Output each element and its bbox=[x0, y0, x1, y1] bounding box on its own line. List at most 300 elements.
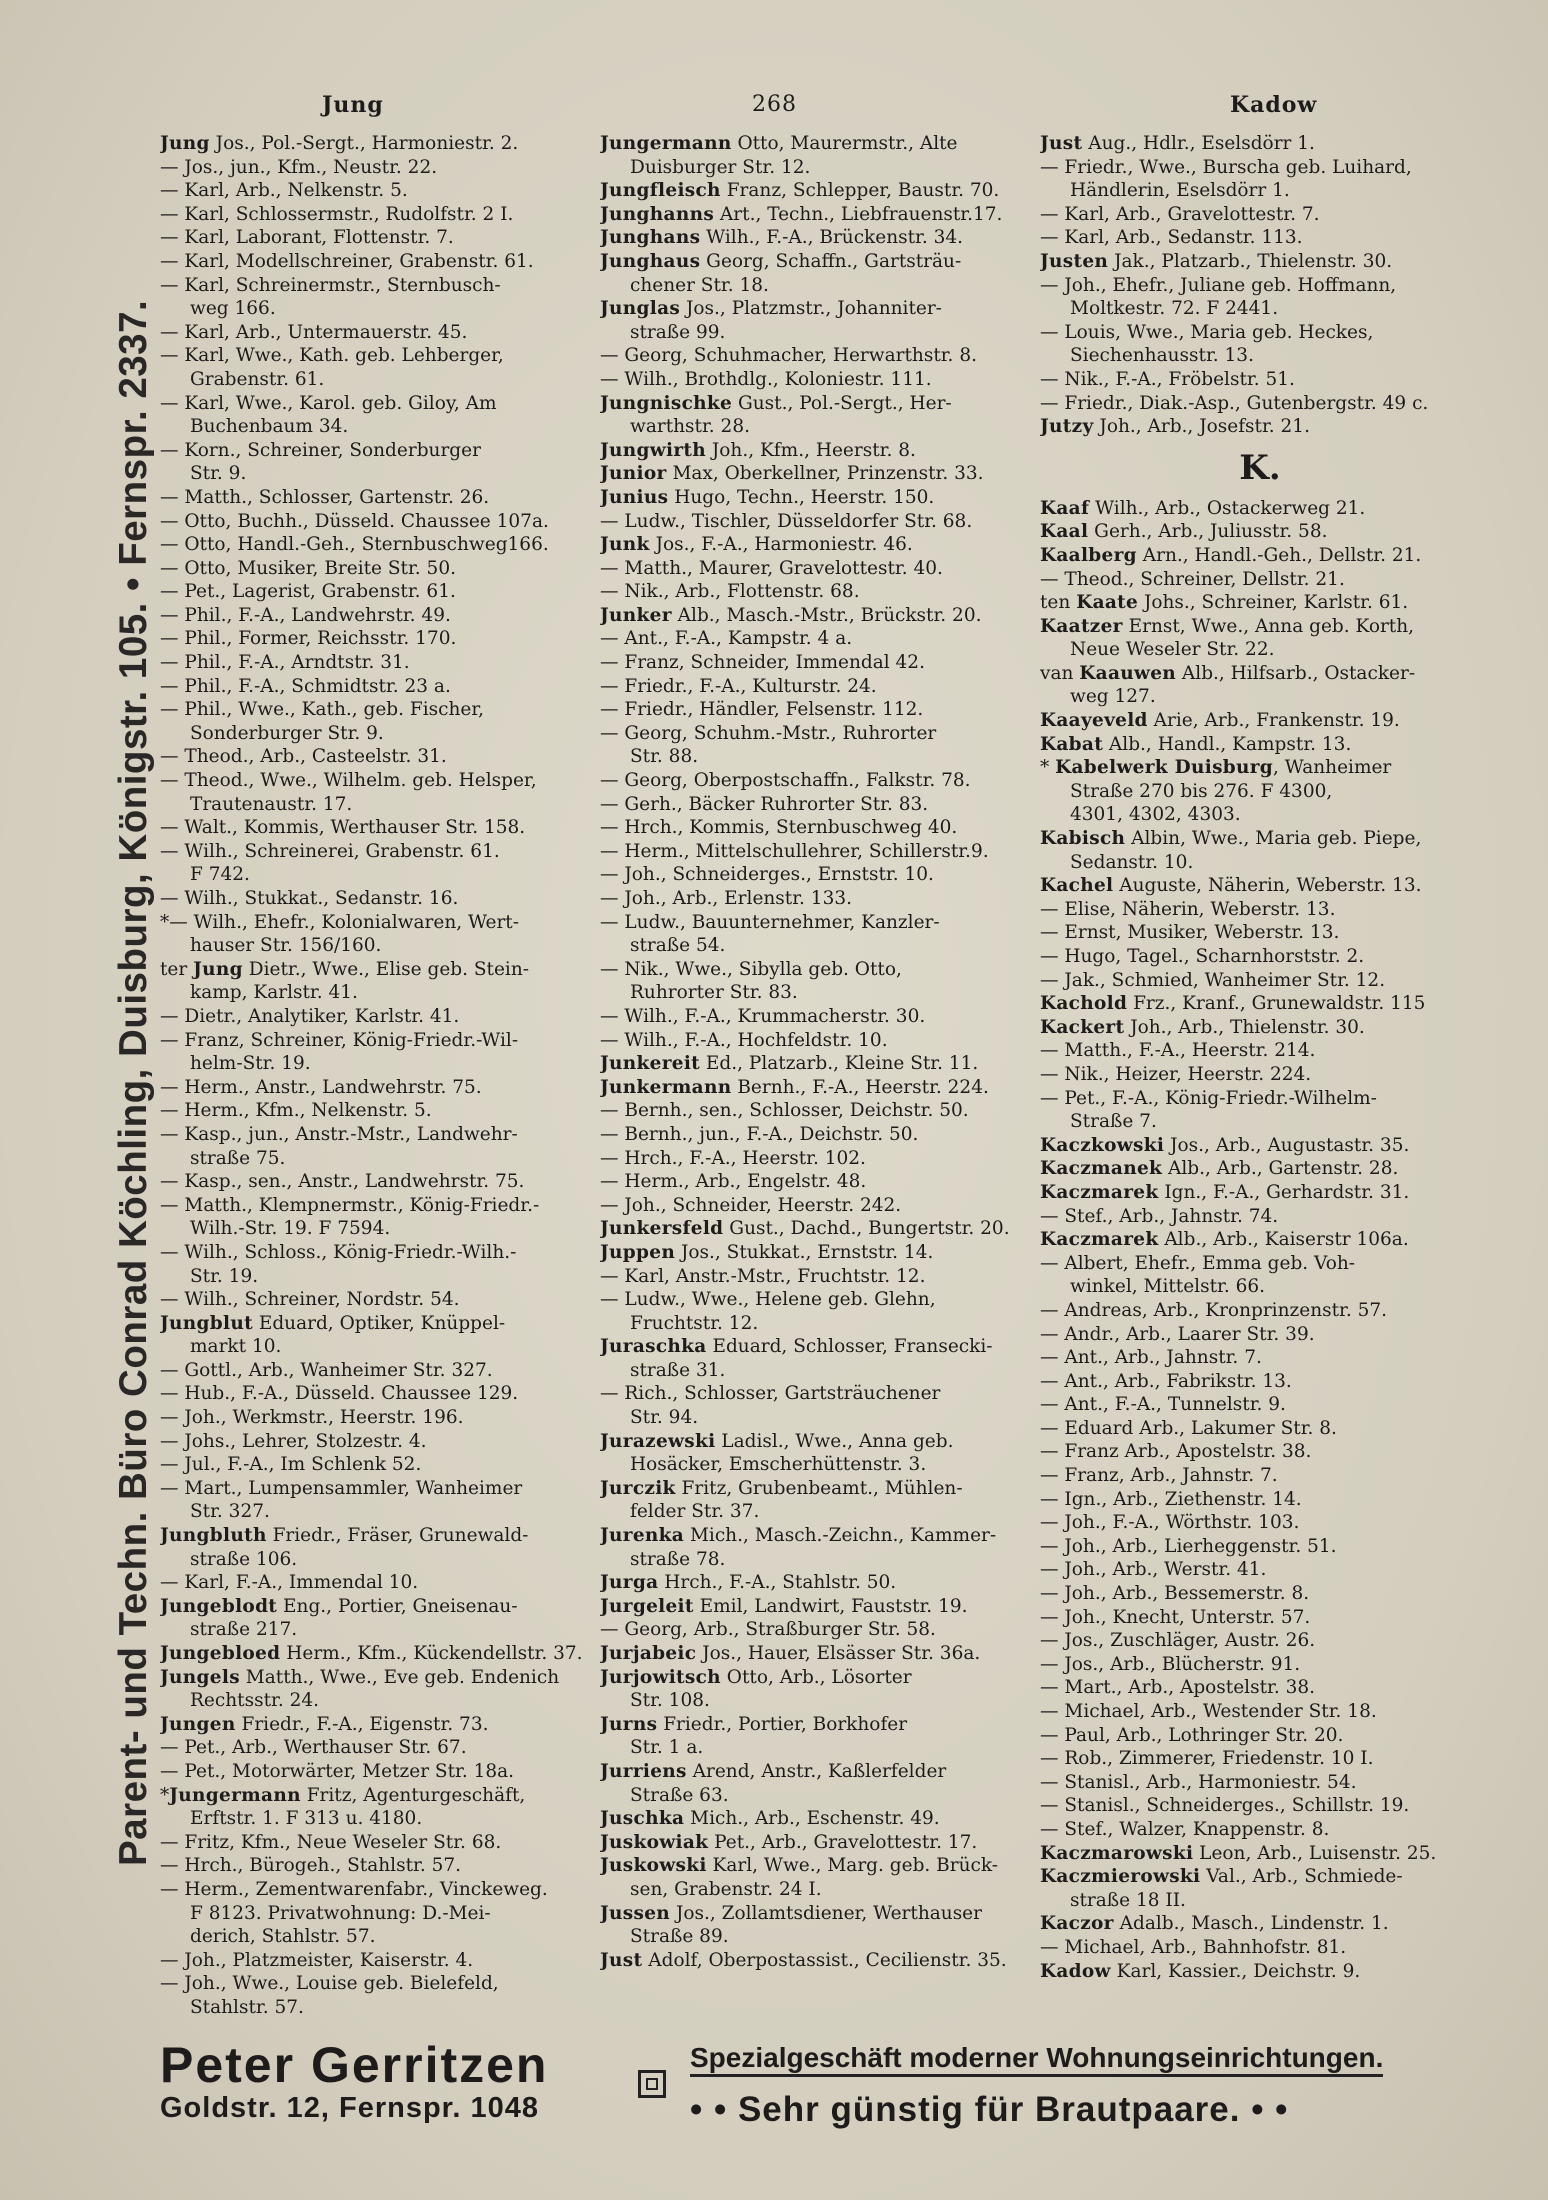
entry-details: Georg, Schaffn., Gartsträu- bbox=[700, 250, 962, 272]
surname: Jungermann bbox=[600, 133, 732, 154]
entry-line: — Joh., Schneider, Heerstr. 242. bbox=[600, 1194, 902, 1216]
entry-continuation: Neue Weseler Str. 22. bbox=[1070, 639, 1275, 661]
entry-line bbox=[600, 1335, 1032, 1359]
entry-line: — Theod., Wwe., Wilhelm. geb. Helsper, bbox=[160, 770, 537, 792]
entry-line: — Andreas, Arb., Kronprinzenstr. 57. bbox=[1040, 1299, 1388, 1321]
entry-line: — Friedr., Wwe., Burscha geb. Luihard, bbox=[1040, 156, 1412, 178]
entry-continuation: kamp, Karlstr. 41. bbox=[190, 982, 358, 1004]
entry-continuation: straße 18 II. bbox=[1070, 1889, 1186, 1911]
footer-advertisement bbox=[160, 2037, 1480, 2130]
entry-line bbox=[160, 1642, 592, 1666]
entry-line bbox=[1040, 1157, 1480, 1181]
entry-line: — Joh., Arb., Lierheggenstr. 51. bbox=[1040, 1535, 1337, 1557]
entry-line: — Georg, Arb., Straßburger Str. 58. bbox=[600, 1619, 936, 1641]
entry-line: — Gerh., Bäcker Ruhrorter Str. 83. bbox=[600, 793, 929, 815]
entry-continuation: derich, Stahlstr. 57. bbox=[190, 1926, 376, 1948]
surname: Juskowski bbox=[600, 1855, 707, 1877]
entry-line: — Phil., F.-A., Arndtstr. 31. bbox=[160, 652, 410, 674]
entry-continuation: Straße 270 bis 276. F 4300, bbox=[1070, 780, 1333, 802]
entry-details: Leon, Arb., Luisenstr. 25. bbox=[1193, 1842, 1437, 1864]
entry-line: — Elise, Näherin, Weberstr. 13. bbox=[1040, 898, 1336, 920]
surname: Kaczmanek bbox=[1040, 1158, 1163, 1180]
entry-line: — Joh., F.-A., Wörthstr. 103. bbox=[1040, 1512, 1300, 1534]
entry-line bbox=[1040, 497, 1480, 521]
entry-line: — Albert, Ehefr., Emma geb. Voh- bbox=[1040, 1252, 1356, 1274]
entry-line bbox=[160, 1312, 592, 1336]
entry-line: — Hub., F.-A., Düsseld. Chaussee 129. bbox=[160, 1383, 519, 1405]
entry-continuation: Rechtsstr. 24. bbox=[190, 1690, 320, 1712]
entry-details: Gust., Dachd., Bungertstr. 20. bbox=[723, 1218, 1010, 1240]
entry-continuation: 4301, 4302, 4303. bbox=[1070, 804, 1241, 826]
column-1 bbox=[160, 132, 592, 2020]
entry-line: — Phil., Former, Reichsstr. 170. bbox=[160, 628, 457, 650]
entry-line: — Michael, Arb., Bahnhofstr. 81. bbox=[1040, 1936, 1347, 1958]
surname: Kaate bbox=[1076, 592, 1139, 614]
entry-line: — Walt., Kommis, Werthauser Str. 158. bbox=[160, 817, 526, 839]
surname: Kaal bbox=[1040, 521, 1089, 543]
surname: Junkermann bbox=[600, 1076, 732, 1098]
entry-line: *— Wilh., Ehefr., Kolonialwaren, Wert- bbox=[160, 911, 519, 933]
surname: Jungermann bbox=[169, 1784, 301, 1806]
entry-line: — Wilh., F.-A., Krummacherstr. 30. bbox=[600, 1005, 926, 1027]
entry-line: — Otto, Handl.-Geh., Sternbuschweg166. bbox=[160, 534, 549, 556]
entry-details: Max, Oberkellner, Prinzenstr. 33. bbox=[666, 463, 984, 485]
entry-continuation: Trautenaustr. 17. bbox=[190, 793, 353, 815]
entry-details: Eng., Portier, Gneisenau- bbox=[277, 1595, 518, 1617]
entry-line: — Stef., Walzer, Knappenstr. 8. bbox=[1040, 1818, 1330, 1840]
surname: Kachel bbox=[1040, 875, 1114, 897]
surname: Kaczkowski bbox=[1040, 1134, 1165, 1156]
entry-line: — Matth., Schlosser, Gartenstr. 26. bbox=[160, 486, 490, 508]
entry-line bbox=[600, 533, 1032, 557]
entry-line: — Ludw., Tischler, Düsseldorfer Str. 68. bbox=[600, 510, 973, 532]
entry-line: — Matth., Maurer, Gravelottestr. 40. bbox=[600, 557, 943, 579]
entry-line: — Andr., Arb., Laarer Str. 39. bbox=[1040, 1323, 1315, 1345]
entry-line bbox=[1040, 1960, 1480, 1984]
entry-line: — Eduard Arb., Lakumer Str. 8. bbox=[1040, 1417, 1337, 1439]
entry-line bbox=[600, 1217, 1032, 1241]
surname: Juschka bbox=[600, 1808, 685, 1830]
entry-line: — Karl, Schlossermstr., Rudolfstr. 2 I. bbox=[160, 203, 514, 225]
entry-details: Franz, Schlepper, Baustr. 70. bbox=[720, 180, 1000, 202]
surname: Jurenka bbox=[600, 1525, 685, 1547]
entry-details: Wilh., Arb., Ostackerweg 21. bbox=[1089, 497, 1366, 519]
entry-details: Friedr., Fräser, Grunewald- bbox=[266, 1525, 529, 1547]
column-3 bbox=[1040, 132, 1480, 1983]
entry-continuation: straße 106. bbox=[190, 1548, 298, 1570]
entry-line bbox=[1040, 520, 1480, 544]
entry-line bbox=[600, 179, 1032, 203]
entry-line: — Otto, Musiker, Breite Str. 50. bbox=[160, 557, 456, 579]
entry-line bbox=[1040, 1181, 1480, 1205]
entry-line: — Hrch., Kommis, Sternbuschweg 40. bbox=[600, 817, 958, 839]
surname: Jungeblodt bbox=[160, 1595, 278, 1617]
entry-line bbox=[600, 250, 1032, 274]
entry-line: — Franz, Arb., Jahnstr. 7. bbox=[1040, 1465, 1278, 1487]
entry-line: — Ant., Arb., Jahnstr. 7. bbox=[1040, 1347, 1262, 1369]
entry-continuation: Sedanstr. 10. bbox=[1070, 851, 1194, 873]
surname: Kabisch bbox=[1040, 828, 1126, 850]
entry-line: — Karl, Schreinermstr., Sternbusch- bbox=[160, 274, 501, 296]
entry-details: Jos., F.-A., Harmoniestr. 46. bbox=[649, 534, 913, 556]
entry-line bbox=[600, 1052, 1032, 1076]
entry-line: — Ant., F.-A., Kampstr. 4 a. bbox=[600, 628, 853, 650]
entry-continuation: Str. 1 a. bbox=[630, 1737, 704, 1759]
entry-continuation: Straße 7. bbox=[1070, 1111, 1157, 1133]
surname: Junk bbox=[600, 534, 650, 556]
surname: Kaczor bbox=[1040, 1913, 1114, 1935]
entry-line: — Herm., Zementwarenfabr., Vinckeweg. bbox=[160, 1878, 548, 1900]
entry-line bbox=[1040, 1134, 1480, 1158]
entry-continuation: sen, Grabenstr. 24 I. bbox=[630, 1878, 822, 1900]
entry-continuation: weg 166. bbox=[190, 298, 276, 320]
entry-details: Hugo, Techn., Heerstr. 150. bbox=[668, 486, 935, 508]
entry-details: Jos., Hauer, Elsässer Str. 36a. bbox=[696, 1643, 981, 1664]
entry-line bbox=[160, 958, 592, 982]
entry-continuation: F 742. bbox=[190, 864, 250, 886]
entry-details: Fritz, Grubenbeamt., Mühlen- bbox=[675, 1477, 963, 1499]
entry-details: Otto, Arb., Lösorter bbox=[720, 1666, 912, 1688]
entry-line: — Nik., Heizer, Heerstr. 224. bbox=[1040, 1063, 1312, 1085]
entry-line bbox=[600, 604, 1032, 628]
entry-continuation: Händlerin, Eselsdörr 1. bbox=[1070, 180, 1290, 202]
entry-line: — Franz, Schreiner, König-Friedr.-Wil- bbox=[160, 1029, 519, 1051]
surname: Juppen bbox=[600, 1241, 676, 1263]
surname: Kaayeveld bbox=[1040, 710, 1148, 732]
entry-line: — Karl, Anstr.-Mstr., Fruchtstr. 12. bbox=[600, 1265, 926, 1287]
entry-details: Friedr., F.-A., Eigenstr. 73. bbox=[235, 1713, 489, 1735]
entry-line bbox=[1040, 992, 1480, 1016]
entry-line: — Friedr., F.-A., Kulturstr. 24. bbox=[600, 675, 877, 697]
entry-line bbox=[1040, 1228, 1480, 1252]
entry-line bbox=[1040, 756, 1480, 780]
entry-line: — Herm., Mittelschullehrer, Schillerstr.9. bbox=[600, 840, 989, 862]
entry-details: Jos., Platzmstr., Johanniter- bbox=[680, 298, 942, 320]
surname: Just bbox=[600, 1949, 643, 1971]
surname: Jungen bbox=[160, 1713, 236, 1735]
entry-line bbox=[160, 1713, 592, 1737]
entry-details: Val., Arb., Schmiede- bbox=[1200, 1866, 1403, 1888]
entry-continuation: Straße 63. bbox=[630, 1784, 729, 1806]
surname: Junkereit bbox=[600, 1053, 701, 1075]
entry-details: Karl, Wwe., Marg. geb. Brück- bbox=[706, 1855, 999, 1877]
entry-continuation: straße 31. bbox=[630, 1359, 726, 1381]
entry-line: — Herm., Arb., Engelstr. 48. bbox=[600, 1171, 867, 1193]
entry-details: Jos., Stukkat., Ernststr. 14. bbox=[675, 1241, 934, 1263]
entry-details: Auguste, Näherin, Weberstr. 13. bbox=[1113, 875, 1422, 897]
entry-details: Jos., Zollamtsdiener, Werthauser bbox=[670, 1902, 982, 1924]
entry-line: — Karl, Arb., Nelkenstr. 5. bbox=[160, 180, 408, 202]
surname: Jung bbox=[193, 958, 243, 980]
entry-details: Alb., Arb., Kaiserstr 106a. bbox=[1158, 1229, 1409, 1251]
entry-details: Adalb., Masch., Lindenstr. 1. bbox=[1113, 1913, 1389, 1935]
entry-line: — Nik., F.-A., Fröbelstr. 51. bbox=[1040, 368, 1295, 390]
entry-line: — Gottl., Arb., Wanheimer Str. 327. bbox=[160, 1359, 493, 1381]
entry-line: — Phil., F.-A., Schmidtstr. 23 a. bbox=[160, 675, 451, 697]
entry-line: — Pet., Motorwärter, Metzer Str. 18a. bbox=[160, 1760, 515, 1782]
surname: Jurczik bbox=[600, 1477, 676, 1499]
entry-details: Herm., Kfm., Kückendellstr. 37. bbox=[280, 1643, 583, 1664]
entry-line: — Hugo, Tagel., Scharnhorststr. 2. bbox=[1040, 946, 1365, 967]
surname: Junius bbox=[600, 486, 669, 508]
entry-line bbox=[1040, 662, 1480, 686]
entry-line: — Kasp., jun., Anstr.-Mstr., Landwehr- bbox=[160, 1123, 518, 1145]
name-prefix: ter bbox=[160, 958, 194, 980]
entry-line: — Herm., Kfm., Nelkenstr. 5. bbox=[160, 1100, 432, 1122]
name-prefix: ten bbox=[1040, 592, 1077, 614]
entry-line: — Fritz, Kfm., Neue Weseler Str. 68. bbox=[160, 1831, 502, 1853]
entry-line: — Karl, Wwe., Karol. geb. Giloy, Am bbox=[160, 392, 497, 414]
entry-details: Alb., Handl., Kampstr. 13. bbox=[1103, 733, 1352, 755]
entry-line bbox=[600, 439, 1032, 463]
entry-line: — Joh., Arb., Werstr. 41. bbox=[1040, 1559, 1267, 1581]
entry-details: Eduard, Optiker, Knüppel- bbox=[252, 1312, 506, 1334]
entry-line: — Joh., Werkmstr., Heerstr. 196. bbox=[160, 1407, 464, 1429]
entry-line bbox=[600, 486, 1032, 510]
entry-line: — Michael, Arb., Westender Str. 18. bbox=[1040, 1701, 1377, 1722]
name-prefix: * bbox=[1040, 757, 1056, 779]
entry-line: — Matth., Klempnermstr., König-Friedr.- bbox=[160, 1194, 540, 1216]
surname: Kaczmarek bbox=[1040, 1229, 1159, 1251]
entry-line: — Rich., Schlosser, Gartsträuchener bbox=[600, 1383, 941, 1405]
entry-line bbox=[1040, 415, 1480, 439]
surname: Just bbox=[1040, 133, 1083, 154]
surname: Jungbluth bbox=[160, 1525, 267, 1547]
surname: Kaczmarek bbox=[1040, 1181, 1159, 1203]
entry-details: Eduard, Schlosser, Fransecki- bbox=[706, 1336, 993, 1358]
surname: Kachold bbox=[1040, 993, 1128, 1015]
entry-line: — Wilh., F.-A., Hochfeldstr. 10. bbox=[600, 1029, 888, 1051]
entry-line: — Joh., Arb., Erlenstr. 133. bbox=[600, 888, 852, 909]
running-head-right: Kadow bbox=[1230, 92, 1318, 118]
entry-details: Joh., Arb., Thielenstr. 30. bbox=[1124, 1016, 1365, 1038]
entry-line: — Herm., Anstr., Landwehrstr. 75. bbox=[160, 1076, 482, 1098]
entry-line: — Otto, Buchh., Düsseld. Chaussee 107a. bbox=[160, 510, 549, 532]
entry-line bbox=[1040, 250, 1480, 274]
entry-line: — Wilh., Schreinerei, Grabenstr. 61. bbox=[160, 840, 500, 862]
surname: Jurjabeic bbox=[600, 1643, 697, 1664]
entry-line: — Ant., Arb., Fabrikstr. 13. bbox=[1040, 1370, 1292, 1392]
entry-line bbox=[1040, 874, 1480, 898]
name-prefix: van bbox=[1040, 662, 1080, 684]
name-prefix: * bbox=[160, 1784, 170, 1806]
entry-continuation: Hosäcker, Emscherhüttenstr. 3. bbox=[630, 1454, 927, 1476]
entry-continuation: winkel, Mittelstr. 66. bbox=[1070, 1276, 1266, 1298]
advertiser-address: Goldstr. 12, Fernspr. 1048 bbox=[160, 2092, 539, 2124]
entry-line bbox=[1040, 1865, 1480, 1889]
entry-line bbox=[600, 462, 1032, 486]
entry-details: Arie, Arb., Frankenstr. 19. bbox=[1147, 710, 1400, 732]
surname: Kaalberg bbox=[1040, 544, 1137, 566]
entry-line: — Franz, Schneider, Immendal 42. bbox=[600, 652, 925, 674]
entry-line bbox=[1040, 132, 1480, 156]
entry-line: — Rob., Zimmerer, Friedenstr. 10 I. bbox=[1040, 1748, 1374, 1770]
entry-continuation: Str. 327. bbox=[190, 1501, 270, 1523]
entry-details: Ign., F.-A., Gerhardstr. 31. bbox=[1158, 1181, 1410, 1203]
entry-line: — Pet., Arb., Werthauser Str. 67. bbox=[160, 1737, 467, 1759]
entry-line: — Friedr., Händler, Felsenstr. 112. bbox=[600, 699, 924, 721]
entry-line: — Paul, Arb., Lothringer Str. 20. bbox=[1040, 1724, 1344, 1746]
surname: Juskowiak bbox=[600, 1831, 709, 1853]
entry-line: — Joh., Arb., Bessemerstr. 8. bbox=[1040, 1583, 1310, 1605]
surname: Jungebloed bbox=[160, 1643, 281, 1664]
entry-line bbox=[600, 1807, 1032, 1831]
entry-line bbox=[160, 1595, 592, 1619]
entry-line bbox=[1040, 709, 1480, 733]
entry-line: — Stef., Arb., Jahnstr. 74. bbox=[1040, 1205, 1279, 1227]
entry-details: Ernst, Wwe., Anna geb. Korth, bbox=[1122, 615, 1415, 637]
surname: Kaczmierowski bbox=[1040, 1866, 1201, 1888]
entry-line bbox=[600, 1854, 1032, 1878]
entry-continuation: straße 54. bbox=[630, 935, 726, 957]
entry-line bbox=[600, 1595, 1032, 1619]
entry-line bbox=[1040, 733, 1480, 757]
section-letter: K. bbox=[1239, 447, 1281, 488]
entry-line: — Hrch., F.-A., Heerstr. 102. bbox=[600, 1147, 866, 1169]
entry-line: — Franz Arb., Apostelstr. 38. bbox=[1040, 1441, 1312, 1463]
entry-line: — Karl, Laborant, Flottenstr. 7. bbox=[160, 227, 454, 249]
entry-line: — Ant., F.-A., Tunnelstr. 9. bbox=[1040, 1394, 1286, 1416]
entry-line: — Nik., Arb., Flottenstr. 68. bbox=[600, 581, 860, 603]
entry-line bbox=[1040, 544, 1480, 568]
surname: Jungblut bbox=[160, 1312, 253, 1334]
entry-line bbox=[1040, 827, 1480, 851]
entry-details: Mich., Arb., Eschenstr. 49. bbox=[684, 1808, 940, 1830]
surname: Jurga bbox=[600, 1572, 659, 1594]
surname: Jutzy bbox=[1040, 416, 1094, 438]
entry-details: Alb., Arb., Gartenstr. 28. bbox=[1162, 1158, 1399, 1180]
advertiser-specialty: Spezialgeschäft moderner Wohnungseinrichtungen. bbox=[690, 2042, 1383, 2077]
entry-line: — Georg, Oberpostschaffn., Falkstr. 78. bbox=[600, 770, 971, 792]
surname: Jurns bbox=[600, 1713, 658, 1735]
entry-continuation: Buchenbaum 34. bbox=[190, 416, 349, 438]
entry-line: — Johs., Lehrer, Stolzestr. 4. bbox=[160, 1430, 427, 1452]
entry-line: — Hrch., Bürogeh., Stahlstr. 57. bbox=[160, 1855, 462, 1877]
entry-continuation: warthstr. 28. bbox=[630, 416, 750, 438]
entry-continuation: Str. 108. bbox=[630, 1690, 710, 1712]
entry-line bbox=[600, 132, 1032, 156]
entry-line bbox=[600, 1713, 1032, 1737]
entry-line: — Joh., Ehefr., Juliane geb. Hoffmann, bbox=[1040, 274, 1397, 296]
entry-details: Art., Techn., Liebfrauenstr.17. bbox=[714, 203, 1003, 225]
surname: Junghaus bbox=[600, 250, 701, 272]
entry-details: Gust., Pol.-Sergt., Her- bbox=[732, 392, 952, 414]
entry-line bbox=[600, 1241, 1032, 1265]
entry-line: — Georg, Schuhmacher, Herwarthstr. 8. bbox=[600, 345, 977, 367]
entry-continuation: Sonderburger Str. 9. bbox=[190, 722, 384, 744]
entry-line: — Mart., Lumpensammler, Wanheimer bbox=[160, 1477, 523, 1499]
entry-line: — Pet., Lagerist, Grabenstr. 61. bbox=[160, 581, 456, 603]
surname: Juraschka bbox=[600, 1336, 707, 1358]
entry-line: — Louis, Wwe., Maria geb. Heckes, bbox=[1040, 321, 1374, 343]
entry-details: Jos., Arb., Augustastr. 35. bbox=[1164, 1134, 1410, 1156]
entry-continuation: Str. 88. bbox=[630, 746, 699, 768]
surname: Kaczmarowski bbox=[1040, 1842, 1194, 1864]
column-2 bbox=[600, 132, 1032, 1972]
entry-line bbox=[160, 1524, 592, 1548]
entry-continuation: straße 99. bbox=[630, 321, 726, 343]
entry-continuation: Str. 9. bbox=[190, 463, 247, 485]
advertiser-slogan: • • Sehr günstig für Brautpaare. • • bbox=[690, 2090, 1289, 2129]
entry-line: — Karl, Arb., Untermauerstr. 45. bbox=[160, 321, 468, 343]
entry-details: Joh., Kfm., Heerstr. 8. bbox=[706, 439, 916, 461]
entry-details: Ed., Platzarb., Kleine Str. 11. bbox=[700, 1053, 979, 1075]
entry-line: — Ign., Arb., Ziethenstr. 14. bbox=[1040, 1488, 1302, 1510]
entry-continuation: helm-Str. 19. bbox=[190, 1053, 311, 1075]
entry-details: Gerh., Arb., Juliusstr. 58. bbox=[1088, 521, 1328, 543]
entry-line: — Ernst, Musiker, Weberstr. 13. bbox=[1040, 922, 1340, 944]
entry-continuation: Str. 94. bbox=[630, 1407, 699, 1429]
entry-continuation: Fruchtstr. 12. bbox=[630, 1312, 759, 1334]
ornament-square-icon bbox=[638, 2070, 666, 2098]
entry-line: — Karl, Arb., Sedanstr. 113. bbox=[1040, 227, 1303, 249]
entry-continuation: markt 10. bbox=[190, 1336, 282, 1358]
entry-details: Karl, Kassier., Deichstr. 9. bbox=[1110, 1960, 1361, 1982]
entry-details: Albin, Wwe., Maria geb. Piepe, bbox=[1125, 828, 1422, 850]
entry-line: — Nik., Wwe., Sibylla geb. Otto, bbox=[600, 958, 902, 980]
surname: Jurriens bbox=[600, 1760, 687, 1782]
entry-line: — Ludw., Bauunternehmer, Kanzler- bbox=[600, 911, 940, 933]
entry-line bbox=[600, 1430, 1032, 1454]
entry-details: Dietr., Wwe., Elise geb. Stein- bbox=[242, 958, 530, 980]
surname: Junghanns bbox=[600, 203, 715, 225]
entry-continuation: F 8123. Privatwohnung: D.-Mei- bbox=[190, 1902, 491, 1924]
entry-line: — Georg, Schuhm.-Mstr., Ruhrorter bbox=[600, 722, 937, 744]
entry-line: — Bernh., sen., Schlosser, Deichstr. 50. bbox=[600, 1100, 969, 1122]
surname: Jussen bbox=[600, 1902, 671, 1924]
entry-line: — Phil., F.-A., Landwehrstr. 49. bbox=[160, 604, 451, 626]
entry-continuation: chener Str. 18. bbox=[630, 274, 769, 296]
entry-line bbox=[600, 1666, 1032, 1690]
entry-details: Adolf, Oberpostassist., Cecilienstr. 35. bbox=[642, 1949, 1007, 1971]
surname: Kabat bbox=[1040, 733, 1104, 755]
entry-details: Ladisl., Wwe., Anna geb. bbox=[715, 1430, 954, 1452]
entry-details: Aug., Hdlr., Eselsdörr 1. bbox=[1082, 133, 1315, 154]
entry-details: Alb., Hilfsarb., Ostacker- bbox=[1176, 662, 1416, 684]
entry-line: — Matth., F.-A., Heerstr. 214. bbox=[1040, 1040, 1316, 1062]
entry-line bbox=[1040, 615, 1480, 639]
entry-line bbox=[600, 1524, 1032, 1548]
entry-line: — Jos., Arb., Blücherstr. 91. bbox=[1040, 1653, 1301, 1675]
entry-continuation: Wilh.-Str. 19. F 7594. bbox=[190, 1218, 391, 1240]
entry-line bbox=[600, 1076, 1032, 1100]
entry-line bbox=[600, 1477, 1032, 1501]
entry-line: — Ludw., Wwe., Helene geb. Glehn, bbox=[600, 1289, 936, 1311]
entry-line: — Jul., F.-A., Im Schlenk 52. bbox=[160, 1454, 422, 1476]
entry-continuation: Moltkestr. 72. F 2441. bbox=[1070, 298, 1279, 320]
entry-line bbox=[600, 1831, 1032, 1855]
entry-details: Arn., Handl.-Geh., Dellstr. 21. bbox=[1136, 544, 1422, 566]
entry-line bbox=[1040, 1842, 1480, 1866]
surname: Jung bbox=[160, 133, 210, 154]
entry-line: — Theod., Arb., Casteelstr. 31. bbox=[160, 746, 447, 768]
entry-continuation: Ruhrorter Str. 83. bbox=[630, 982, 798, 1004]
surname: Jungwirth bbox=[600, 439, 706, 461]
entry-line bbox=[600, 1760, 1032, 1784]
entry-line bbox=[160, 1666, 592, 1690]
entry-details: Bernh., F.-A., Heerstr. 224. bbox=[731, 1076, 989, 1098]
entry-details: Hrch., F.-A., Stahlstr. 50. bbox=[658, 1572, 897, 1594]
entry-line bbox=[600, 297, 1032, 321]
entry-continuation: Str. 19. bbox=[190, 1265, 259, 1287]
entry-details: Otto, Maurermstr., Alte bbox=[731, 133, 958, 154]
entry-details: Arend, Anstr., Kaßlerfelder bbox=[686, 1760, 947, 1782]
entry-details: Alb., Masch.-Mstr., Brückstr. 20. bbox=[671, 604, 982, 626]
entry-line: — Karl, Modellschreiner, Grabenstr. 61. bbox=[160, 250, 534, 272]
entry-line bbox=[600, 203, 1032, 227]
entry-continuation: Siechenhausstr. 13. bbox=[1070, 345, 1254, 367]
entry-line: — Phil., Wwe., Kath., geb. Fischer, bbox=[160, 699, 485, 721]
